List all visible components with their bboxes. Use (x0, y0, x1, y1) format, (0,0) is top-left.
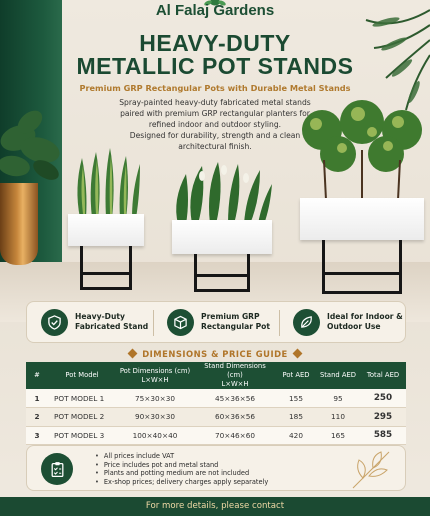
plant-foliage-3 (298, 100, 426, 200)
stand-price: 95 (316, 389, 360, 408)
column-header: # (26, 362, 48, 389)
feature-grp-pot (153, 302, 279, 342)
description-line: paired with premium GRP rectangular planters for (120, 109, 310, 118)
note-item: • All prices include VAT (95, 452, 268, 461)
stand-dimensions: 45×36×56 (194, 389, 276, 408)
notes-box (26, 445, 406, 491)
column-header: Pot AED (276, 362, 316, 389)
stand-dimensions: 70×46×60 (194, 426, 276, 445)
description-line: Spray-painted heavy-duty fabricated metal stands (119, 98, 311, 107)
pot-dimensions: 100×40×40 (116, 426, 194, 445)
column-header: Stand Dimensions (cm) L×W×H (194, 362, 276, 389)
product-image-model-1 (66, 148, 146, 290)
plant-foliage-1 (70, 148, 142, 218)
row-number: 1 (26, 389, 48, 408)
feature-label: Heavy-Duty Fabricated Stand (75, 312, 149, 331)
footer-contact-banner: For more details, please contact (0, 497, 430, 516)
total-price: 585 (360, 426, 406, 445)
feature-indoor-outdoor (279, 302, 405, 342)
page-subtitle: Premium GRP Rectangular Pots with Durable Metal Stands (79, 83, 351, 93)
price-table (26, 362, 406, 445)
table-row (26, 389, 406, 408)
shield-check-icon (41, 309, 68, 336)
feature-label: Premium GRP Rectangular Pot (201, 312, 271, 331)
column-header: Total AED (360, 362, 406, 389)
pot-price: 185 (276, 408, 316, 427)
leaf-icon (293, 309, 320, 336)
plant-foliage-2 (172, 160, 272, 224)
description-line: refined indoor and outdoor styling. (148, 120, 282, 129)
page-title-line-1: HEAVY-DUTY (139, 30, 291, 56)
leaf-sketch-icon (349, 448, 393, 490)
cube-icon (167, 309, 194, 336)
description-line: architectural finish. (178, 142, 252, 151)
feature-heavy-duty-stand (27, 302, 153, 342)
stand-price: 165 (316, 426, 360, 445)
pot-price: 155 (276, 389, 316, 408)
column-header: Pot Dimensions (cm) L×W×H (116, 362, 194, 389)
description-line: Designed for durability, strength and a clean (129, 131, 301, 140)
page-title-line-2: METALLIC POT STANDS (76, 53, 354, 79)
column-header: Pot Model (48, 362, 116, 389)
column-header: Stand AED (316, 362, 360, 389)
pot-model: POT MODEL 1 (48, 389, 116, 408)
clipboard-check-icon (41, 453, 73, 485)
product-image-model-2 (170, 160, 274, 292)
brand-name: Al Falaj Gardens (155, 2, 275, 19)
note-item: • Plants and potting medium are not included (95, 469, 268, 478)
features-strip (26, 301, 406, 343)
copper-pot-decoration (0, 183, 38, 265)
total-price: 250 (360, 389, 406, 408)
feature-label: Ideal for Indoor & Outdoor Use (327, 312, 403, 331)
note-item: • Price includes pot and metal stand (95, 461, 268, 470)
stand-price: 110 (316, 408, 360, 427)
pot-dimensions: 90×30×30 (116, 408, 194, 427)
product-description (110, 97, 320, 152)
pot-model: POT MODEL 2 (48, 408, 116, 427)
stand-dimensions: 60×36×56 (194, 408, 276, 427)
notes-list (95, 452, 268, 486)
table-row (26, 426, 406, 445)
section-title-price-guide: DIMENSIONS & PRICE GUIDE (0, 349, 430, 359)
table-row (26, 408, 406, 427)
product-image-model-3 (298, 100, 426, 296)
pot-model: POT MODEL 3 (48, 426, 116, 445)
pot-dimensions: 75×30×30 (116, 389, 194, 408)
row-number: 2 (26, 408, 48, 427)
note-item: • Ex-shop prices; delivery charges apply separately (95, 478, 268, 487)
pot-price: 420 (276, 426, 316, 445)
row-number: 3 (26, 426, 48, 445)
table-header-row (26, 362, 406, 389)
total-price: 295 (360, 408, 406, 427)
